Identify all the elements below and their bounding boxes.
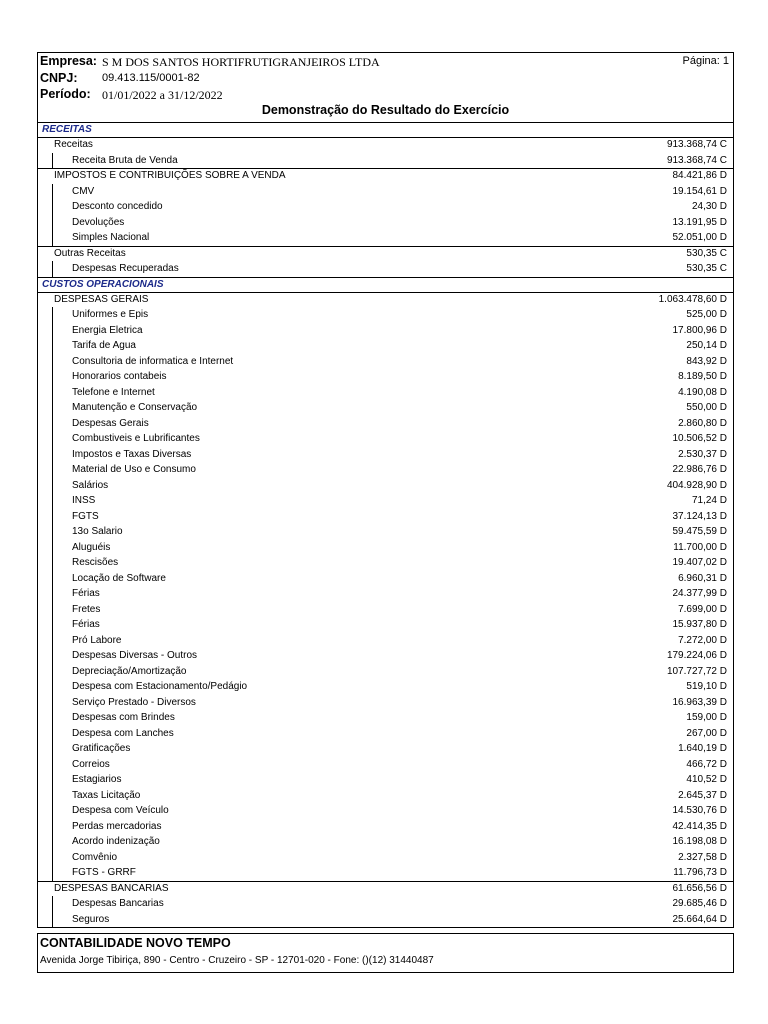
row-amount: 530,35 C [686, 247, 727, 259]
periodo-label: Período: [40, 87, 91, 101]
detail-indent-line [52, 710, 53, 726]
detail-indent-line [52, 896, 53, 912]
row-amount: 11.796,73 D [673, 867, 727, 878]
row-amount: 14.530,76 D [672, 805, 727, 816]
account-row [37, 261, 734, 277]
account-row [37, 184, 734, 200]
account-row [37, 354, 734, 370]
row-label: Uniformes e Epis [72, 309, 149, 320]
row-label: Material de Uso e Consumo [72, 464, 196, 475]
detail-indent-line [52, 772, 53, 788]
group-row [37, 292, 734, 308]
report-title: Demonstração do Resultado do Exercício [261, 103, 510, 117]
row-label: IMPOSTOS E CONTRIBUIÇÕES SOBRE A VENDA [54, 170, 286, 181]
row-amount: 19.407,02 D [672, 557, 727, 568]
row-label: RECEITAS [42, 124, 92, 135]
account-row [37, 307, 734, 323]
row-label: Despesa com Lanches [72, 727, 174, 739]
row-label: Locação de Software [72, 572, 166, 584]
account-row [37, 788, 734, 804]
row-label: Energia Eletrica [72, 324, 143, 336]
account-row [37, 571, 734, 587]
row-amount: 17.800,96 D [672, 324, 727, 336]
row-amount: 71,24 D [691, 495, 727, 506]
detail-indent-line [52, 416, 53, 432]
row-label: FGTS - GRRF [72, 867, 136, 878]
row-amount: 7.699,00 D [678, 603, 727, 615]
row-label: Honorarios contabeis [72, 371, 167, 382]
account-row [37, 912, 734, 929]
detail-indent-line [52, 648, 53, 664]
detail-indent-line [52, 230, 53, 246]
row-label: Férias [72, 619, 100, 630]
account-row [37, 710, 734, 726]
row-label: Pró Labore [72, 634, 122, 646]
detail-indent-line [52, 524, 53, 540]
detail-indent-line [52, 757, 53, 773]
row-amount: 24.377,99 D [672, 588, 727, 599]
row-label: 13o Salario [72, 526, 123, 537]
detail-indent-line [52, 912, 53, 928]
row-amount: 10.506,52 D [672, 433, 727, 444]
account-row [37, 524, 734, 540]
account-row [37, 509, 734, 525]
account-row [37, 602, 734, 618]
row-label: Serviço Prestado - Diversos [72, 696, 196, 708]
row-amount: 42.414,35 D [672, 820, 727, 832]
row-label: Acordo indenização [72, 836, 160, 847]
detail-indent-line [52, 215, 53, 231]
row-amount: 84.421,86 D [672, 170, 727, 181]
detail-indent-line [52, 385, 53, 401]
detail-indent-line [52, 153, 53, 169]
account-row [37, 199, 734, 215]
row-amount: 466,72 D [686, 758, 727, 770]
account-row [37, 447, 734, 463]
detail-indent-line [52, 354, 53, 370]
row-label: Estagiarios [72, 774, 122, 785]
row-label: Férias [72, 588, 100, 599]
row-label: Simples Nacional [72, 232, 150, 243]
account-row [37, 215, 734, 231]
row-amount: 250,14 D [686, 340, 727, 351]
account-row [37, 834, 734, 850]
row-amount: 37.124,13 D [672, 510, 727, 522]
detail-indent-line [52, 462, 53, 478]
row-amount: 913.368,74 C [666, 139, 727, 150]
account-row [37, 741, 734, 757]
row-amount: 52.051,00 D [672, 232, 727, 243]
row-amount: 530,35 C [686, 263, 727, 274]
account-row [37, 323, 734, 339]
account-row [37, 664, 734, 680]
row-amount: 2.860,80 D [678, 417, 727, 429]
section-header-row [37, 277, 734, 292]
row-label: Devoluções [72, 216, 125, 228]
row-label: Outras Receitas [54, 247, 126, 259]
detail-indent-line [52, 540, 53, 556]
row-amount: 61.656,56 D [672, 882, 727, 894]
row-amount: 410,52 D [686, 774, 727, 785]
row-label: Perdas mercadorias [72, 820, 162, 832]
row-label: Desconto concedido [72, 201, 163, 212]
row-label: Gratificações [72, 743, 131, 754]
empresa-value: S M DOS SANTOS HORTIFRUTIGRANJEIROS LTDA [102, 55, 380, 69]
detail-indent-line [52, 400, 53, 416]
report-page [37, 52, 734, 972]
page-number: Página: 1 [682, 55, 729, 67]
row-label: Consultoria de informatica e Internet [72, 355, 234, 367]
detail-indent-line [52, 338, 53, 354]
detail-indent-line [52, 803, 53, 819]
row-amount: 843,92 D [686, 355, 727, 367]
account-row [37, 540, 734, 556]
row-amount: 15.937,80 D [672, 619, 727, 630]
row-amount: 519,10 D [686, 681, 727, 692]
detail-indent-line [52, 788, 53, 804]
row-amount: 29.685,46 D [672, 898, 727, 909]
account-row [37, 586, 734, 602]
row-amount: 24,30 D [691, 201, 727, 212]
row-label: Combustiveis e Lubrificantes [72, 433, 200, 444]
detail-indent-line [52, 834, 53, 850]
row-amount: 16.198,08 D [672, 836, 727, 847]
account-row [37, 772, 734, 788]
row-label: CMV [72, 185, 95, 197]
account-row [37, 633, 734, 649]
account-row [37, 338, 734, 354]
row-label: Telefone e Internet [72, 386, 155, 398]
row-amount: 1.640,19 D [678, 743, 727, 754]
account-row [37, 416, 734, 432]
account-row [37, 478, 734, 494]
account-row [37, 385, 734, 401]
account-row [37, 555, 734, 571]
row-label: Despesas Bancarias [72, 898, 164, 909]
account-row [37, 617, 734, 633]
detail-indent-line [52, 664, 53, 680]
detail-indent-line [52, 184, 53, 200]
row-label: Despesa com Veículo [72, 805, 169, 816]
row-amount: 8.189,50 D [678, 371, 727, 382]
row-amount: 159,00 D [686, 712, 727, 723]
row-label: Despesas Diversas - Outros [72, 650, 198, 661]
row-label: Aluguéis [72, 541, 111, 553]
detail-indent-line [52, 555, 53, 571]
detail-indent-line [52, 865, 53, 881]
detail-indent-line [52, 679, 53, 695]
row-label: DESPESAS BANCARIAS [54, 882, 169, 894]
row-label: Fretes [72, 603, 101, 615]
detail-indent-line [52, 850, 53, 866]
account-row [37, 896, 734, 912]
group-row [37, 881, 734, 897]
row-amount: 4.190,08 D [678, 386, 727, 398]
row-label: Seguros [72, 913, 110, 925]
row-label: Rescisões [72, 557, 119, 568]
detail-indent-line [52, 695, 53, 711]
row-amount: 11.700,00 D [673, 541, 727, 553]
row-amount: 16.963,39 D [672, 696, 727, 708]
detail-indent-line [52, 431, 53, 447]
accounting-office-name: CONTABILIDADE NOVO TEMPO [40, 936, 231, 950]
account-row [37, 648, 734, 664]
account-row [37, 819, 734, 835]
account-row [37, 462, 734, 478]
row-label: Correios [72, 758, 110, 770]
row-label: Despesas com Brindes [72, 712, 175, 723]
row-amount: 267,00 D [686, 727, 727, 739]
row-amount: 22.986,76 D [672, 464, 727, 475]
account-row [37, 803, 734, 819]
detail-indent-line [52, 617, 53, 633]
row-amount: 59.475,59 D [672, 526, 727, 537]
row-label: Comvênio [72, 851, 118, 863]
row-amount: 6.960,31 D [678, 572, 727, 584]
row-label: Depreciação/Amortização [72, 665, 187, 677]
detail-indent-line [52, 819, 53, 835]
report-footer [37, 933, 734, 973]
group-row [37, 168, 734, 184]
account-row [37, 493, 734, 509]
row-label: Salários [72, 479, 109, 491]
detail-indent-line [52, 571, 53, 587]
detail-indent-line [52, 509, 53, 525]
row-amount: 2.530,37 D [678, 448, 727, 460]
detail-indent-line [52, 307, 53, 323]
account-row [37, 757, 734, 773]
row-amount: 1.063.478,60 D [658, 293, 727, 305]
row-amount: 404.928,90 D [666, 479, 727, 491]
row-label: Tarifa de Agua [72, 340, 136, 351]
row-label: Manutenção e Conservação [72, 402, 198, 413]
row-amount: 550,00 D [686, 402, 727, 413]
group-row [37, 246, 734, 262]
detail-indent-line [52, 323, 53, 339]
report-header [37, 52, 734, 123]
group-row [37, 137, 734, 153]
row-label: INSS [72, 495, 96, 506]
detail-indent-line [52, 447, 53, 463]
row-amount: 2.327,58 D [678, 851, 727, 863]
account-row [37, 679, 734, 695]
row-label: FGTS [72, 510, 99, 522]
detail-indent-line [52, 586, 53, 602]
periodo-value: 01/01/2022 a 31/12/2022 [102, 88, 223, 102]
row-label: Receitas [54, 139, 93, 150]
row-amount: 25.664,64 D [672, 913, 727, 925]
row-amount: 7.272,00 D [678, 634, 727, 646]
account-row [37, 726, 734, 742]
row-amount: 179.224,06 D [666, 650, 727, 661]
detail-indent-line [52, 493, 53, 509]
row-label: Despesas Recuperadas [72, 263, 179, 274]
empresa-label: Empresa: [40, 54, 97, 68]
dre-table [37, 122, 734, 928]
account-row [37, 153, 734, 169]
account-row [37, 850, 734, 866]
account-row [37, 400, 734, 416]
row-amount: 2.645,37 D [678, 789, 727, 801]
row-amount: 19.154,61 D [672, 185, 727, 197]
row-label: Despesa com Estacionamento/Pedágio [72, 681, 248, 692]
row-label: DESPESAS GERAIS [54, 293, 149, 305]
section-header-row [37, 122, 734, 137]
detail-indent-line [52, 633, 53, 649]
row-amount: 107.727,72 D [666, 665, 727, 677]
account-row [37, 230, 734, 246]
account-row [37, 369, 734, 385]
row-label: Taxas Licitação [72, 789, 141, 801]
detail-indent-line [52, 261, 53, 277]
row-label: CUSTOS OPERACIONAIS [42, 278, 164, 290]
cnpj-value: 09.413.115/0001-82 [102, 72, 200, 84]
account-row [37, 431, 734, 447]
detail-indent-line [52, 602, 53, 618]
row-amount: 13.191,95 D [672, 216, 727, 228]
cnpj-label: CNPJ: [40, 71, 78, 85]
account-row [37, 865, 734, 881]
row-amount: 525,00 D [686, 309, 727, 320]
detail-indent-line [52, 726, 53, 742]
row-label: Receita Bruta de Venda [72, 154, 178, 166]
row-amount: 913.368,74 C [666, 154, 727, 166]
detail-indent-line [52, 741, 53, 757]
detail-indent-line [52, 478, 53, 494]
account-row [37, 695, 734, 711]
accounting-office-address: Avenida Jorge Tibiriça, 890 - Centro - Cruzeiro - SP - 12701-020 - Fone: ()(12) 31440487 [40, 955, 434, 966]
row-label: Impostos e Taxas Diversas [72, 448, 192, 460]
detail-indent-line [52, 369, 53, 385]
row-label: Despesas Gerais [72, 417, 149, 429]
detail-indent-line [52, 199, 53, 215]
